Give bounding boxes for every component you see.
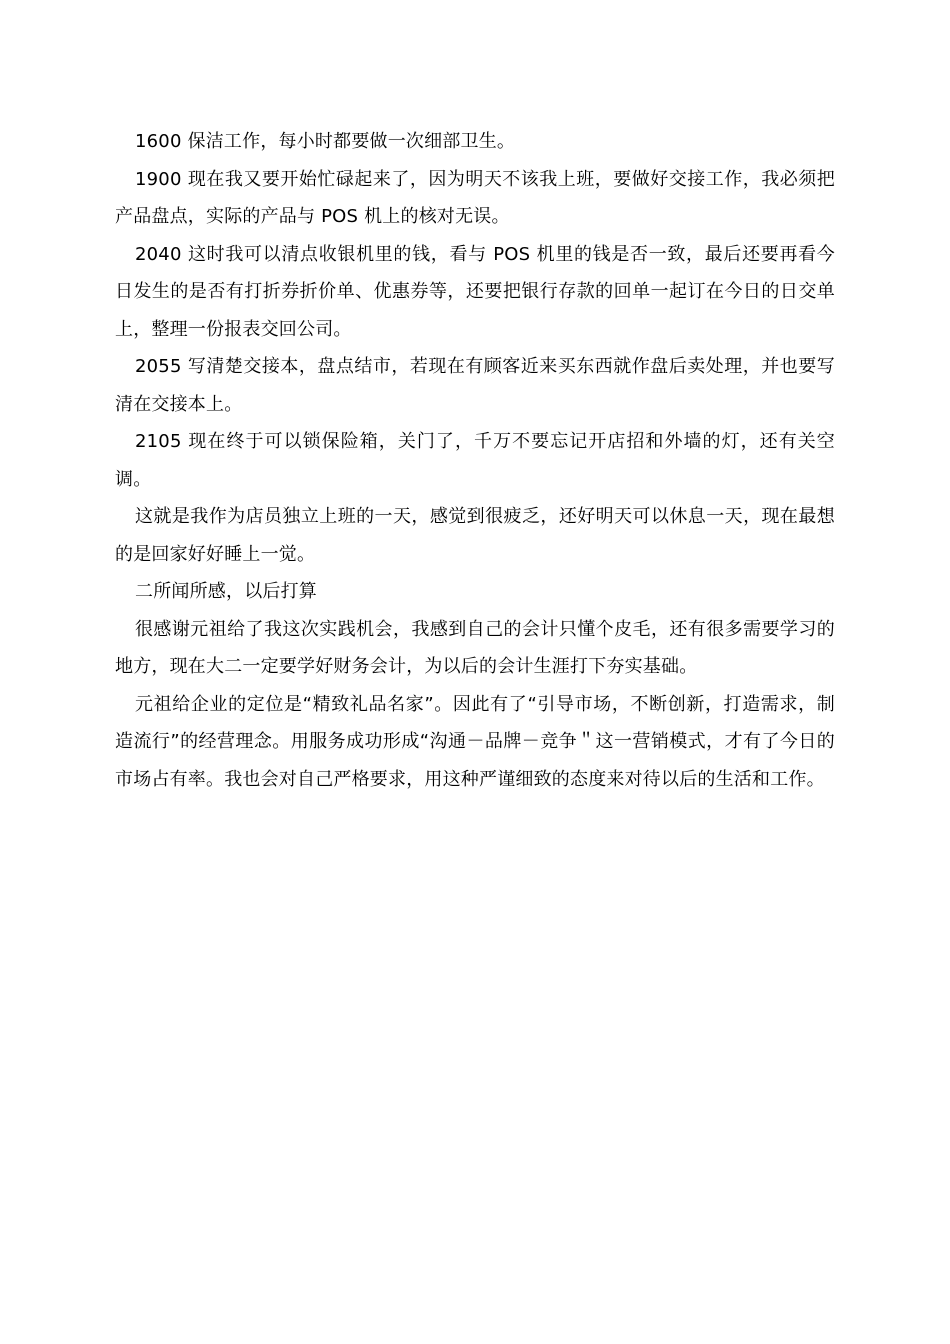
paragraph-2105: 2105 现在终于可以锁保险箱，关门了，千万不要忘记开店招和外墙的灯，还有关空调。 — [115, 431, 835, 490]
paragraph-1900: 1900 现在我又要开始忙碌起来了，因为明天不该我上班，要做好交接工作，我必须把产品盘点，实际的产品与 POS 机上的核对无误。 — [115, 168, 835, 227]
paragraph-2040: 2040 这时我可以清点收银机里的钱，看与 POS 机里的钱是否一致，最后还要再看今日发生的是否有打折券折价单、优惠券等，还要把银行存款的回单一起订在今日的日交单上，整理一份报表交回公司。 — [115, 243, 835, 340]
paragraph-2055: 2055 写清楚交接本，盘点结市，若现在有顾客近来买东西就作盘后卖处理，并也要写清在交接本上。 — [115, 356, 835, 415]
section-heading: 二所闻所感，以后打算 — [135, 581, 317, 602]
paragraph-company: 元祖给企业的定位是“精致礼品名家”。因此有了“引导市场，不断创新，打造需求，制造流行”的经营理念。用服务成功形成“沟通－品牌－竞争＂这一营销模式，才有了今日的市场占有率。我也会对自己严格要求，用这种严谨细致的态度来对待以后的生活和工作。 — [115, 693, 835, 790]
paragraph-summary: 这就是我作为店员独立上班的一天，感觉到很疲乏，还好明天可以休息一天，现在最想的是回家好好睡上一觉。 — [115, 506, 835, 565]
document-body — [115, 123, 835, 798]
paragraph-1600: 1600 保洁工作，每小时都要做一次细部卫生。 — [135, 131, 516, 152]
paragraph-thanks: 很感谢元祖给了我这次实践机会，我感到自己的会计只懂个皮毛，还有很多需要学习的地方，现在大二一定要学好财务会计，为以后的会计生涯打下夯实基础。 — [115, 618, 835, 677]
